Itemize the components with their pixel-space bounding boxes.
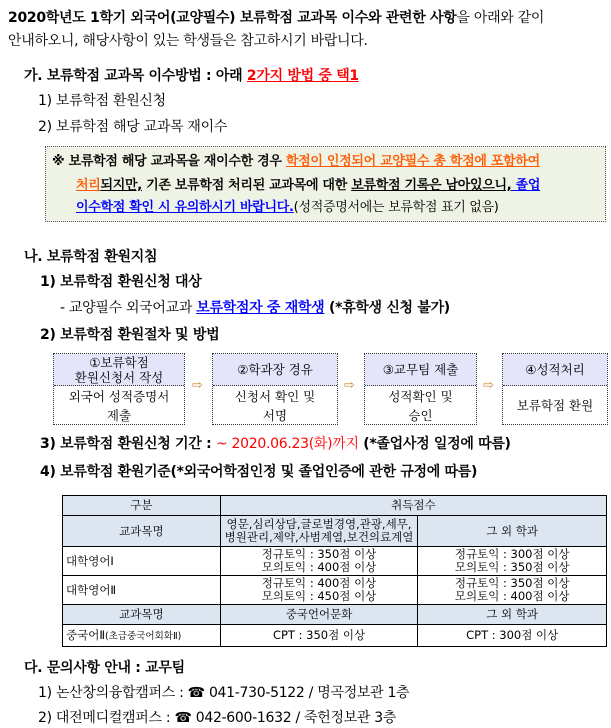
step-head: ①보류학점 환원신청서 작성 (54, 354, 184, 386)
t: (*졸업사정 일정에 따름) (358, 436, 511, 452)
section-b-item-2: 2) 보류학점 환원절차 및 방법 (40, 327, 220, 343)
th: 영문,심리상담,글로벌경영,관광,세무, 병원관리,제약,사범계열,보건의료계열 (220, 516, 418, 547)
step-head: ③교무팀 제출 (365, 354, 476, 386)
t: 처리 (76, 178, 101, 193)
step-4 (502, 353, 608, 425)
td: CPT : 350점 이상 (220, 625, 418, 647)
section-a-title (24, 67, 359, 85)
intro-line-1 (8, 9, 544, 27)
step-head: ②학과장 경유 (213, 354, 337, 386)
intro-rest: 을 아래와 같이 (456, 10, 545, 26)
th: 그 외 학과 (418, 516, 607, 547)
section-b-item-3 (40, 435, 511, 453)
note-line-3 (76, 199, 499, 217)
criteria-table (62, 495, 607, 647)
t: ~ 2020.06.23(화)까지 (215, 436, 359, 452)
table-row (63, 547, 607, 576)
t: 보류학점자 중 재학생 (196, 300, 325, 316)
t: 기존 보류학점 처리된 교과목에 대한 (141, 178, 352, 193)
section-b-item-1-sub (60, 299, 450, 317)
table-row (63, 625, 607, 647)
step-body: 외국어 성적증명서 제출 (68, 388, 170, 423)
section-a-item-2: 2) 보류학점 해당 교과목 재이수 (38, 119, 228, 135)
contact-1 (38, 684, 409, 702)
table-row (63, 576, 607, 605)
intro-bold: 2020학년도 1학기 외국어(교양필수) 보류학점 교과목 이수와 관련한 사항 (8, 10, 457, 26)
td: CPT : 300점 이상 (418, 625, 607, 647)
t: 041-730-5122 / 명곡정보관 1층 (204, 685, 410, 701)
note-line-2 (76, 177, 540, 195)
right-arrow-icon: ⇨ (192, 378, 203, 393)
td: 정규토익 : 300점 이상 모의토익 : 350점 이상 (418, 547, 607, 576)
th: 취득점수 (220, 496, 606, 516)
note-line-1 (52, 153, 540, 171)
t: 1) 논산창의융합캠퍼스 : (38, 685, 188, 701)
t: 중국어Ⅱ (66, 627, 105, 642)
section-b-item-4: 4) 보류학점 환원기준(*외국어학점인정 및 졸업인증에 관한 규정에 따름) (40, 464, 478, 480)
step-body: 보류학점 환원 (516, 398, 594, 413)
td: 대학영어Ⅱ (63, 576, 221, 605)
td: 정규토익 : 350점 이상 모의토익 : 400점 이상 (418, 576, 607, 605)
t: (*휴학생 신청 불가) (324, 300, 450, 316)
right-arrow-icon: ⇨ (483, 378, 494, 393)
section-a-item-1: 1) 보류학점 환원신청 (38, 93, 166, 109)
t: ※ 보류학점 해당 교과목을 재이수한 경우 (52, 154, 286, 169)
contact-2 (38, 709, 396, 727)
step-3 (364, 353, 477, 425)
step-2 (212, 353, 338, 425)
t: 2) 대전메디컬캠퍼스 : (38, 710, 175, 726)
step-head: ④성적처리 (503, 354, 607, 386)
t: 되지만, (100, 178, 142, 193)
t: (성적증명서에는 보류학점 표기 없음) (293, 200, 499, 215)
step-body: 성적확인 및 승인 (388, 388, 453, 423)
td (63, 625, 221, 647)
t: 이수학점 확인 시 유의하시기 바랍니다. (76, 200, 294, 215)
phone-icon: ☎ (187, 685, 205, 701)
th: 그 외 학과 (418, 605, 607, 625)
right-arrow-icon: ⇨ (344, 378, 355, 393)
td: 대학영어Ⅰ (63, 547, 221, 576)
title-text: 가. 보류학점 교과목 이수방법 : 아래 (24, 68, 247, 84)
t: - 교양필수 외국어교과 (60, 300, 197, 316)
t: 보류학점 기록은 남아있으니, (351, 178, 512, 193)
t: 학점이 인정되어 교양필수 총 학점에 포함하여 (285, 154, 540, 169)
intro-line-2: 안내하오니, 해당사항이 있는 학생들은 참고하시기 바랍니다. (8, 33, 368, 49)
t: 042-600-1632 / 죽헌정보관 3층 (191, 710, 397, 726)
th: 교과목명 (63, 516, 221, 547)
t: (초급중국어회화Ⅱ) (105, 630, 182, 642)
td: 정규토익 : 400점 이상 모의토익 : 450점 이상 (220, 576, 418, 605)
section-b-item-1: 1) 보류학점 환원신청 대상 (40, 274, 202, 290)
step-body: 신청서 확인 및 서명 (234, 388, 316, 423)
td: 정규토익 : 350점 이상 모의토익 : 400점 이상 (220, 547, 418, 576)
t: 3) 보류학점 환원신청 기간 : (40, 436, 216, 452)
t: 졸업 (511, 178, 541, 193)
title-highlight: 2가지 방법 중 택1 (246, 68, 359, 84)
note-box (45, 146, 606, 222)
section-c-title: 다. 문의사항 안내 : 교무팀 (24, 660, 185, 676)
th: 구분 (63, 496, 221, 516)
section-b-title: 나. 보류학점 환원지침 (24, 249, 158, 265)
phone-icon: ☎ (174, 710, 192, 726)
th: 교과목명 (63, 605, 221, 625)
th: 중국언어문화 (220, 605, 418, 625)
step-1 (53, 353, 185, 425)
